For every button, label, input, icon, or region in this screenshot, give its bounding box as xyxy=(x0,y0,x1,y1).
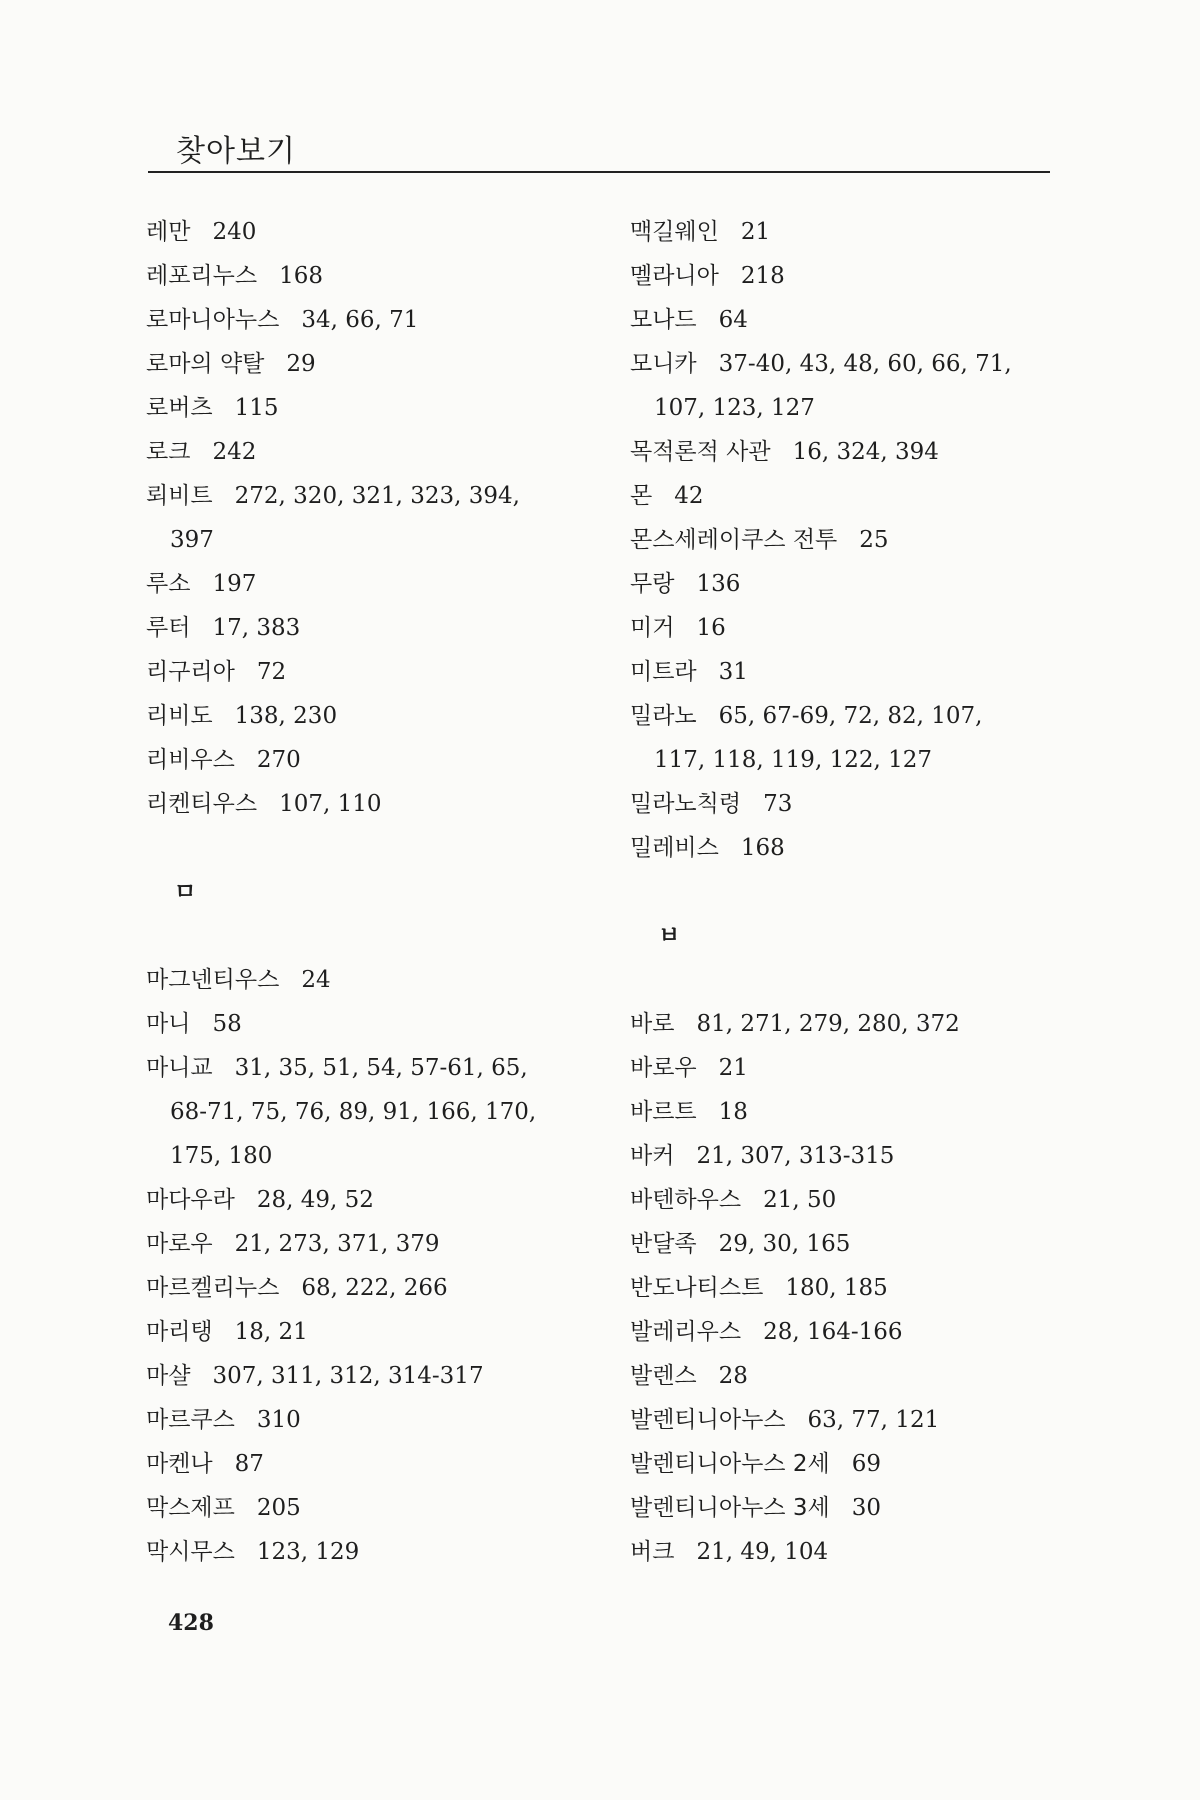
index-entry xyxy=(630,1178,1070,1222)
entry-term: 막시무스 xyxy=(146,1539,235,1565)
entry-term: 마르켈리누스 xyxy=(146,1275,280,1301)
index-entry-continuation xyxy=(630,738,1070,782)
entry-pages: 16 xyxy=(696,615,726,641)
index-entry xyxy=(146,1222,586,1266)
entry-term: 바로 xyxy=(630,1011,675,1037)
entry-pages: 25 xyxy=(859,527,889,553)
entry-term: 멜라니아 xyxy=(630,263,719,289)
index-entry xyxy=(146,1178,586,1222)
index-entry xyxy=(630,1046,1070,1090)
index-entry xyxy=(146,1398,586,1442)
entry-pages: 87 xyxy=(234,1451,264,1477)
index-entry xyxy=(146,1530,586,1574)
header-rule xyxy=(148,171,1050,173)
entry-term: 리켄티우스 xyxy=(146,791,258,817)
entry-pages: 21, 49, 104 xyxy=(696,1539,829,1565)
index-entry xyxy=(630,1442,1070,1486)
index-entry xyxy=(146,342,586,386)
entry-term: 몬 xyxy=(630,483,653,509)
index-entry xyxy=(146,1354,586,1398)
entry-term: 마켄나 xyxy=(146,1451,213,1477)
entry-term: 발렌티니아누스 3세 xyxy=(630,1495,830,1521)
entry-term: 리비도 xyxy=(146,703,213,729)
entry-pages: 37-40, 43, 48, 60, 66, 71, xyxy=(718,351,1012,377)
entry-term: 마샬 xyxy=(146,1363,191,1389)
entry-term: 무랑 xyxy=(630,571,675,597)
index-entry xyxy=(630,606,1070,650)
entry-term: 리구리아 xyxy=(146,659,235,685)
entry-pages: 72 xyxy=(256,659,287,685)
index-entry xyxy=(630,430,1070,474)
entry-term: 미거 xyxy=(630,615,675,641)
entry-term: 마리탱 xyxy=(146,1319,213,1345)
entry-term: 버크 xyxy=(630,1539,675,1565)
entry-pages: 31 xyxy=(718,659,748,685)
entry-pages: 28, 164-166 xyxy=(763,1319,903,1345)
entry-term: 마그넨티우스 xyxy=(146,967,280,993)
entry-pages: 310 xyxy=(256,1407,301,1433)
entry-term: 발레리우스 xyxy=(630,1319,742,1345)
entry-term: 맥길웨인 xyxy=(630,219,719,245)
entry-pages: 16, 324, 394 xyxy=(792,439,939,465)
entry-term: 로버츠 xyxy=(146,395,213,421)
entry-term: 레만 xyxy=(146,219,191,245)
index-entry xyxy=(146,782,586,826)
entry-term: 밀라노 xyxy=(630,703,697,729)
index-entry xyxy=(630,342,1070,386)
index-entry xyxy=(630,782,1070,826)
index-entry xyxy=(630,1266,1070,1310)
entry-pages: 197 xyxy=(212,571,257,597)
index-entry xyxy=(630,562,1070,606)
index-entry-continuation xyxy=(146,518,586,562)
index-entry xyxy=(146,1486,586,1530)
entry-pages: 205 xyxy=(256,1495,301,1521)
entry-pages: 29 xyxy=(286,351,316,377)
entry-term: 바로우 xyxy=(630,1055,697,1081)
index-entry xyxy=(630,254,1070,298)
entry-term: 모니카 xyxy=(630,351,697,377)
index-entry xyxy=(146,1442,586,1486)
index-entry xyxy=(630,1398,1070,1442)
entry-pages: 42 xyxy=(674,483,704,509)
index-entry xyxy=(146,606,586,650)
entry-term: 발렌티니아누스 2세 xyxy=(630,1451,830,1477)
index-entry xyxy=(146,1310,586,1354)
entry-term: 미트라 xyxy=(630,659,697,685)
entry-pages: 21, 307, 313-315 xyxy=(696,1143,895,1169)
entry-pages: 307, 311, 312, 314-317 xyxy=(212,1363,484,1389)
entry-term: 바커 xyxy=(630,1143,675,1169)
entry-term: 밀라노칙령 xyxy=(630,791,742,817)
entry-pages: 24 xyxy=(301,967,331,993)
entry-term: 로마니아누스 xyxy=(146,307,280,333)
entry-pages: 68, 222, 266 xyxy=(301,1275,448,1301)
index-entry-continuation xyxy=(146,1134,586,1178)
entry-term: 발렌티니아누스 xyxy=(630,1407,786,1433)
index-entry xyxy=(146,1046,586,1090)
entry-term: 밀레비스 xyxy=(630,835,719,861)
entry-pages: 397 xyxy=(170,527,214,553)
entry-pages: 115 xyxy=(234,395,279,421)
entry-term: 레포리누스 xyxy=(146,263,258,289)
index-entry xyxy=(146,562,586,606)
entry-term: 바르트 xyxy=(630,1099,697,1125)
entry-pages: 73 xyxy=(763,791,793,817)
entry-term: 마로우 xyxy=(146,1231,213,1257)
entry-term: 발렌스 xyxy=(630,1363,697,1389)
entry-pages: 138, 230 xyxy=(234,703,338,729)
entry-pages: 21, 50 xyxy=(763,1187,837,1213)
index-entry xyxy=(146,694,586,738)
entry-term: 루소 xyxy=(146,571,191,597)
entry-term: 로크 xyxy=(146,439,191,465)
index-entry xyxy=(630,518,1070,562)
entry-pages: 117, 118, 119, 122, 127 xyxy=(654,747,932,773)
entry-pages: 34, 66, 71 xyxy=(301,307,419,333)
entry-pages: 28 xyxy=(718,1363,748,1389)
entry-pages: 168 xyxy=(740,835,785,861)
index-entry xyxy=(630,1486,1070,1530)
index-entry xyxy=(146,474,586,518)
page-number: 428 xyxy=(168,1610,214,1636)
index-entry xyxy=(630,1090,1070,1134)
entry-pages: 218 xyxy=(740,263,785,289)
entry-term: 마르쿠스 xyxy=(146,1407,235,1433)
index-entry xyxy=(146,210,586,254)
index-entry xyxy=(630,1354,1070,1398)
entry-pages: 21 xyxy=(718,1055,748,1081)
index-entry-continuation xyxy=(146,1090,586,1134)
entry-term: 바텐하우스 xyxy=(630,1187,742,1213)
index-entry xyxy=(630,1222,1070,1266)
entry-pages: 21, 273, 371, 379 xyxy=(234,1231,440,1257)
entry-pages: 272, 320, 321, 323, 394, xyxy=(234,483,520,509)
index-entry xyxy=(630,694,1070,738)
index-entry xyxy=(630,826,1070,870)
entry-term: 모나드 xyxy=(630,307,697,333)
entry-term: 반달족 xyxy=(630,1231,697,1257)
entry-pages: 29, 30, 165 xyxy=(718,1231,851,1257)
entry-term: 마니 xyxy=(146,1011,191,1037)
entry-pages: 28, 49, 52 xyxy=(256,1187,374,1213)
entry-pages: 21 xyxy=(740,219,771,245)
entry-pages: 58 xyxy=(212,1011,242,1037)
entry-term: 마니교 xyxy=(146,1055,213,1081)
section-heading: ㅂ xyxy=(658,923,681,949)
entry-pages: 123, 129 xyxy=(256,1539,360,1565)
index-entry xyxy=(146,738,586,782)
entry-pages: 270 xyxy=(256,747,301,773)
section-spacer xyxy=(630,958,1070,1002)
entry-term: 막스제프 xyxy=(146,1495,235,1521)
entry-term: 몬스세레이쿠스 전투 xyxy=(630,527,838,553)
index-entry xyxy=(630,650,1070,694)
entry-pages: 107, 123, 127 xyxy=(654,395,815,421)
section-spacer xyxy=(146,826,586,870)
entry-pages: 175, 180 xyxy=(170,1143,273,1169)
entry-pages: 63, 77, 121 xyxy=(807,1407,940,1433)
index-entry-continuation xyxy=(630,386,1070,430)
entry-pages: 69 xyxy=(851,1451,881,1477)
index-entry xyxy=(630,1002,1070,1046)
index-entry xyxy=(630,298,1070,342)
entry-term: 반도나티스트 xyxy=(630,1275,764,1301)
entry-term: 목적론적 사관 xyxy=(630,439,771,465)
page-title: 찾아보기 xyxy=(176,134,296,169)
entry-pages: 64 xyxy=(718,307,748,333)
section-spacer xyxy=(146,914,586,958)
section-heading: ㅁ xyxy=(174,879,197,905)
index-entry xyxy=(146,958,586,1002)
entry-pages: 30 xyxy=(851,1495,881,1521)
index-entry xyxy=(146,254,586,298)
entry-pages: 81, 271, 279, 280, 372 xyxy=(696,1011,960,1037)
section-spacer xyxy=(630,870,1070,914)
entry-term: 마다우라 xyxy=(146,1187,235,1213)
entry-pages: 168 xyxy=(279,263,323,289)
entry-pages: 242 xyxy=(212,439,257,465)
index-entry xyxy=(146,298,586,342)
entry-term: 리비우스 xyxy=(146,747,235,773)
entry-pages: 68-71, 75, 76, 89, 91, 166, 170, xyxy=(170,1099,537,1125)
entry-pages: 136 xyxy=(696,571,741,597)
entry-pages: 18 xyxy=(718,1099,748,1125)
index-entry xyxy=(146,430,586,474)
index-entry xyxy=(146,650,586,694)
index-column-right xyxy=(630,210,1070,1574)
entry-pages: 17, 383 xyxy=(212,615,301,641)
index-entry xyxy=(146,1002,586,1046)
index-entry xyxy=(630,210,1070,254)
index-entry xyxy=(630,1530,1070,1574)
entry-pages: 107, 110 xyxy=(279,791,382,817)
index-entry xyxy=(630,1134,1070,1178)
entry-term: 로마의 약탈 xyxy=(146,351,265,377)
entry-term: 뢰비트 xyxy=(146,483,213,509)
entry-pages: 31, 35, 51, 54, 57-61, 65, xyxy=(234,1055,528,1081)
entry-pages: 180, 185 xyxy=(785,1275,888,1301)
index-entry xyxy=(146,386,586,430)
index-entry xyxy=(630,474,1070,518)
index-entry xyxy=(630,1310,1070,1354)
entry-pages: 65, 67-69, 72, 82, 107, xyxy=(718,703,983,729)
index-column-left xyxy=(146,210,586,1574)
entry-pages: 18, 21 xyxy=(234,1319,308,1345)
entry-pages: 240 xyxy=(212,219,257,245)
index-entry xyxy=(146,1266,586,1310)
entry-term: 루터 xyxy=(146,615,191,641)
